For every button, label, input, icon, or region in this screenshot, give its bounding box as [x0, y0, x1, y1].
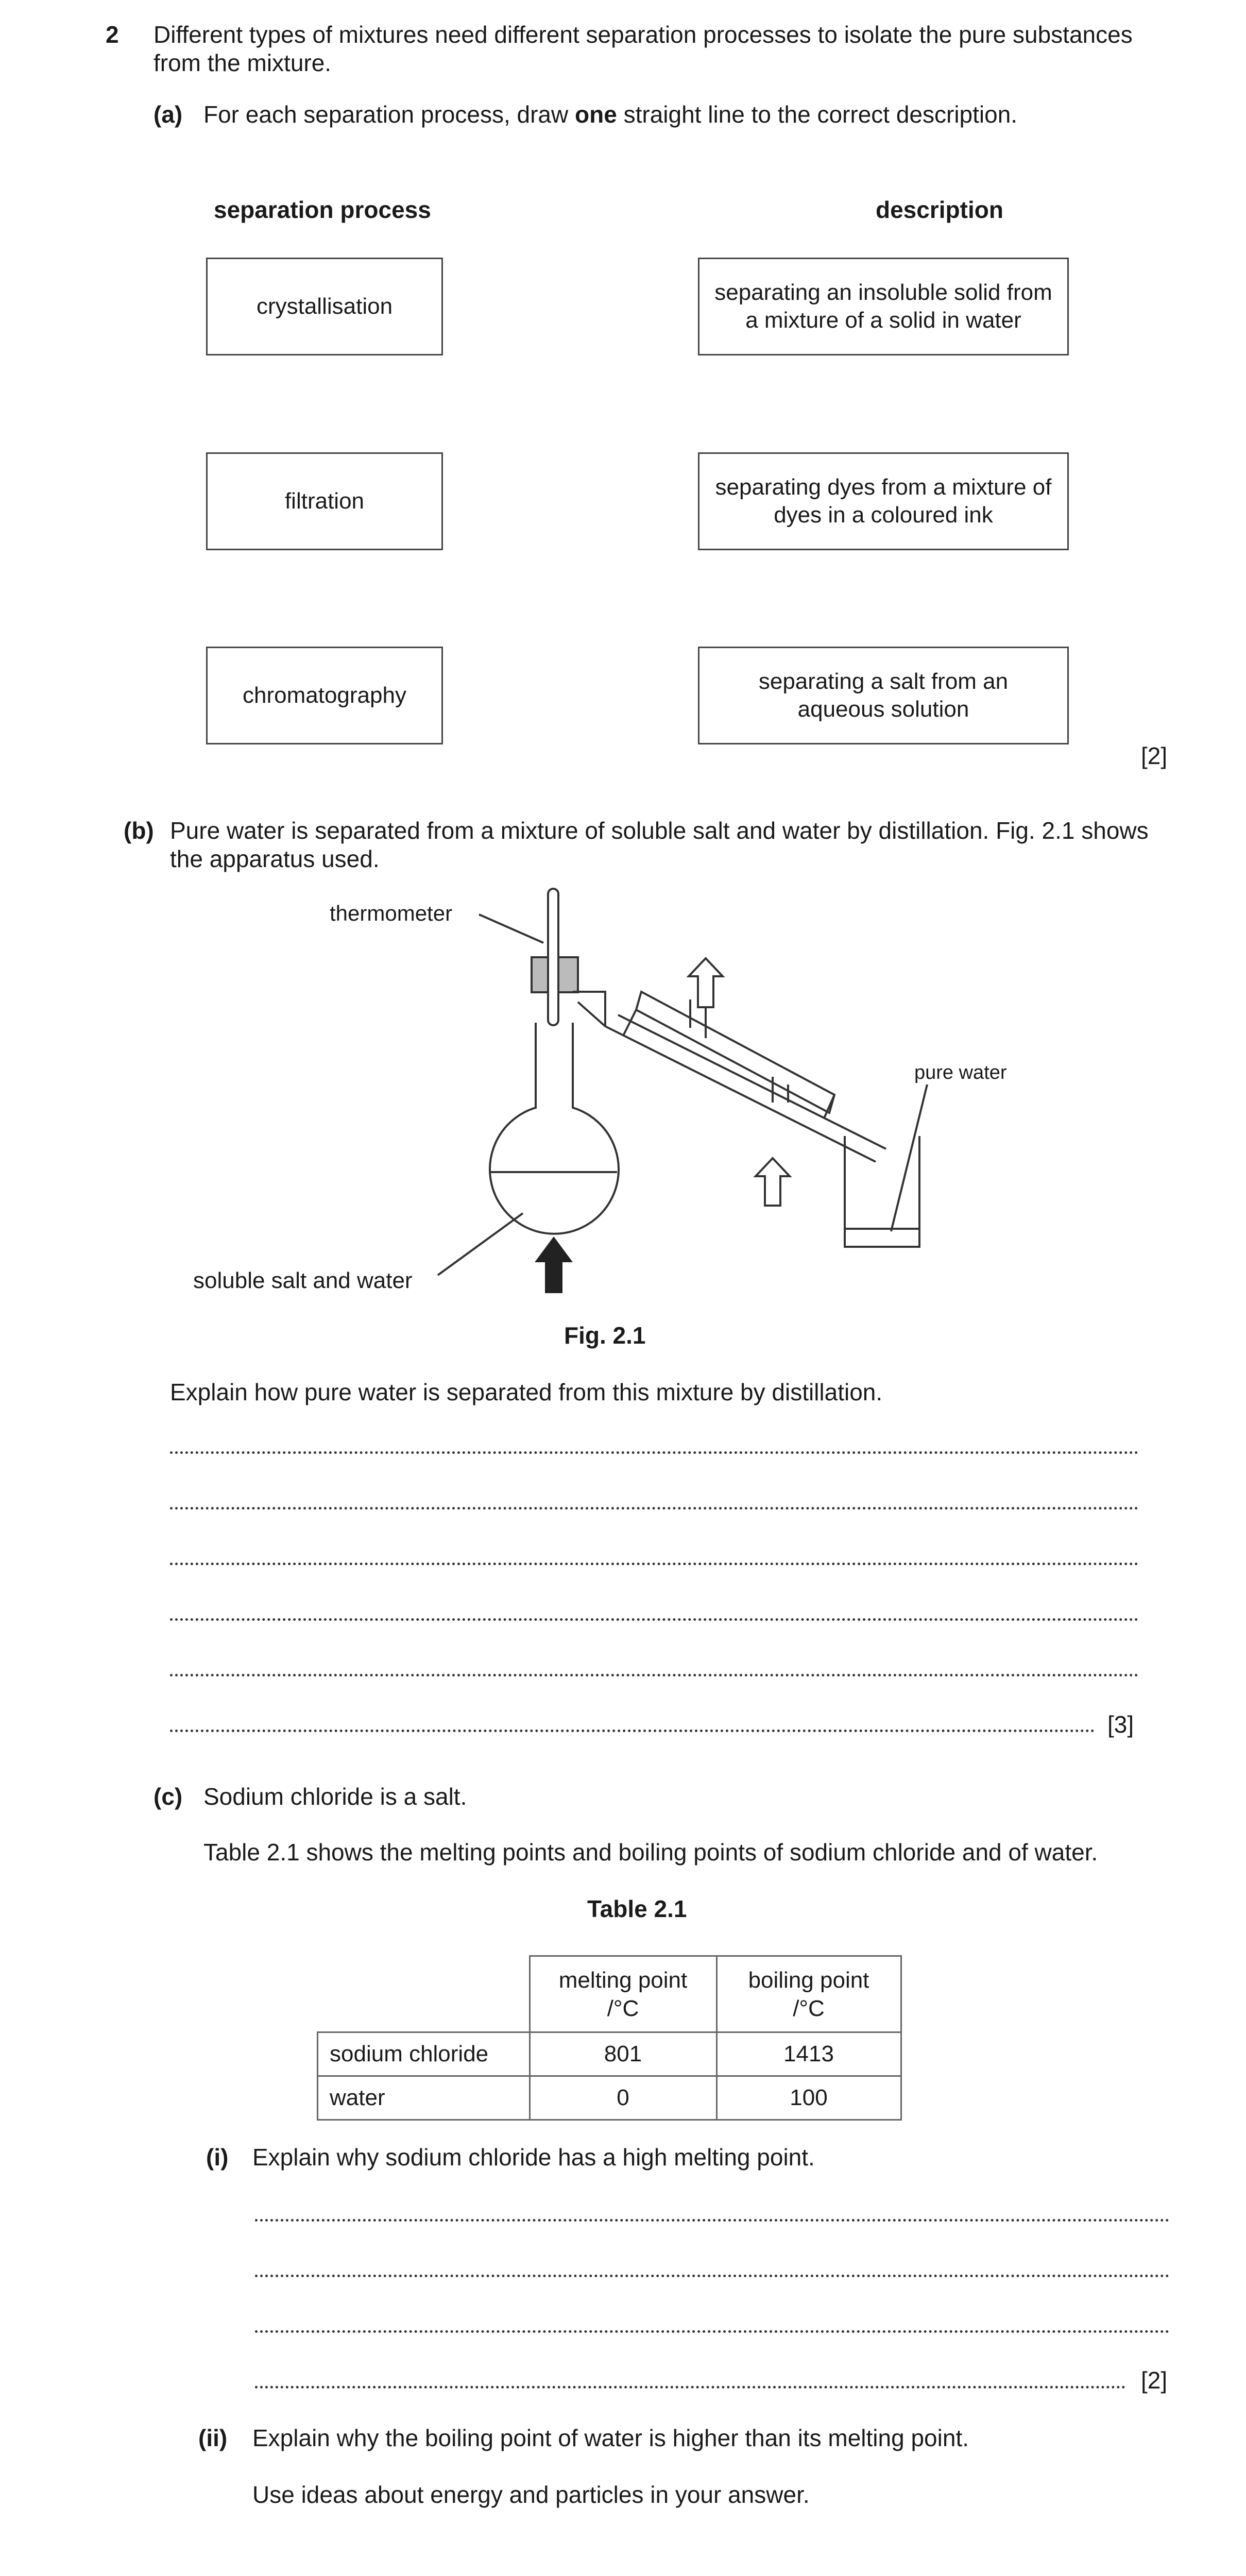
part-b-text-line2: the apparatus used. — [170, 845, 380, 872]
header-boiling-point: boiling point /°C — [716, 1956, 901, 2032]
table-row — [318, 2032, 901, 2076]
part-c-statement: Sodium chloride is a salt. — [203, 1783, 467, 1810]
process-label: crystallisation — [256, 294, 393, 319]
table-2-1-title: Table 2.1 — [587, 1895, 687, 1922]
cell-substance: sodium chloride — [318, 2032, 530, 2076]
table-intro: Table 2.1 shows the melting points and boiling points of sodium chloride and of water. — [203, 1839, 1098, 1866]
part-a-marks: [2] — [1141, 742, 1168, 769]
part-b-marks: [3] — [1107, 1711, 1134, 1738]
question-intro-line2: from the mixture. — [153, 49, 332, 76]
part-c-i-question: Explain why sodium chloride has a high melting point. — [252, 2144, 815, 2171]
round-bottom-flask — [490, 1023, 619, 1234]
label-soluble-salt-and-water: soluble salt and water — [193, 1268, 413, 1293]
cell-substance: water — [318, 2076, 530, 2120]
label-thermometer: thermometer — [330, 901, 453, 925]
part-b-label: (b) — [124, 817, 154, 844]
part-c-i-label: (i) — [206, 2144, 229, 2171]
answer-line[interactable] — [170, 1563, 1138, 1565]
fig-2-1-caption: Fig. 2.1 — [564, 1322, 646, 1349]
answer-line[interactable] — [170, 1451, 1138, 1454]
part-c-ii-label: (ii) — [198, 2425, 228, 2451]
part-c-i-marks: [2] — [1141, 2367, 1168, 2394]
answer-line[interactable] — [170, 1618, 1138, 1621]
answer-line[interactable] — [255, 2275, 1169, 2277]
part-c-ii-hint: Use ideas about energy and particles in your answer. — [252, 2481, 810, 2508]
answer-line[interactable] — [255, 2219, 1169, 2222]
column-header-process: separation process — [214, 196, 431, 223]
process-label: chromatography — [243, 683, 406, 708]
part-c-ii-question: Explain why the boiling point of water is higher than its melting point. — [252, 2425, 969, 2451]
condenser — [636, 992, 834, 1113]
label-pure-water: pure water — [914, 1062, 1007, 1083]
description-line: separating dyes from a mixture of — [715, 474, 1052, 500]
question-number: 2 — [106, 21, 119, 48]
answer-line[interactable] — [170, 1730, 1095, 1732]
part-b-question: Explain how pure water is separated from this mixture by distillation. — [170, 1379, 883, 1405]
thermometer — [548, 889, 558, 1025]
cell-boiling: 100 — [716, 2076, 901, 2120]
part-b-text-line1: Pure water is separated from a mixture of soluble salt and water by distillation. Fig. 2.1 shows — [170, 817, 1149, 844]
heat-arrow — [535, 1236, 573, 1293]
answer-line[interactable] — [255, 2330, 1169, 2333]
answer-line[interactable] — [170, 1674, 1138, 1676]
water-outlet-arrow — [689, 958, 723, 1007]
table-row — [318, 2076, 901, 2120]
cell-melting: 0 — [530, 2076, 716, 2120]
answer-line[interactable] — [255, 2386, 1125, 2388]
cell-melting: 801 — [530, 2032, 716, 2076]
part-a-instruction: For each separation process, draw one straight line to the correct description. — [203, 101, 1018, 128]
description-line: a mixture of a solid in water — [745, 308, 1021, 333]
column-header-description: description — [876, 196, 1003, 223]
cell-boiling: 1413 — [716, 2032, 901, 2076]
part-c-label: (c) — [153, 1783, 183, 1810]
description-line: aqueous solution — [797, 697, 969, 722]
part-a-label: (a) — [153, 101, 183, 128]
table-2-1 — [317, 1955, 902, 2121]
description-line: dyes in a coloured ink — [774, 502, 993, 528]
header-melting-point: melting point /°C — [530, 1956, 716, 2032]
description-line: separating a salt from an — [758, 669, 1009, 694]
water-inlet-arrow — [756, 1158, 790, 1206]
description-line: separating an insoluble solid from — [714, 280, 1052, 306]
question-intro-line1: Different types of mixtures need different separation processes to isolate the pure substances — [153, 21, 1133, 48]
table-corner-cell — [318, 1956, 530, 2032]
answer-line[interactable] — [170, 1507, 1138, 1510]
process-label: filtration — [284, 488, 365, 514]
